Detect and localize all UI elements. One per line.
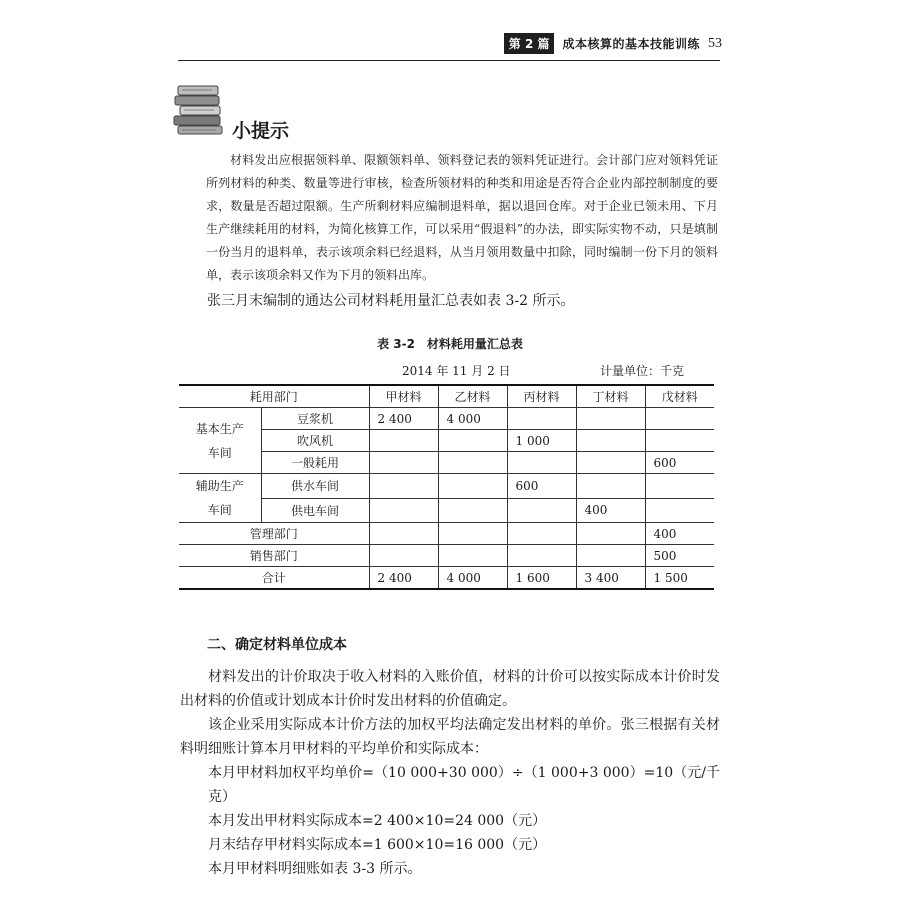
row-name: 豆浆机 — [261, 408, 369, 430]
tip-title: 小提示 — [232, 120, 290, 142]
cell-yi: 4 000 — [438, 567, 507, 590]
row-name: 销售部门 — [179, 545, 369, 567]
cell-jia — [369, 545, 438, 567]
calc-line-2: 本月发出甲材料实际成本=2 400×10=24 000（元） — [208, 813, 547, 829]
cell-bing — [507, 545, 576, 567]
cell-bing — [507, 452, 576, 474]
table-row — [179, 474, 714, 499]
header-rule — [178, 60, 720, 61]
cell-jia — [369, 498, 438, 523]
cell-jia — [369, 430, 438, 452]
table-caption: 表 3-2 材料耗用量汇总表 — [377, 337, 523, 351]
header-yi: 乙材料 — [438, 385, 507, 408]
cell-bing: 1 600 — [507, 567, 576, 590]
cell-yi — [438, 430, 507, 452]
cell-yi — [438, 474, 507, 499]
chapter-title: 成本核算的基本技能训练 — [562, 37, 700, 51]
cell-wu: 600 — [645, 452, 714, 474]
table-row — [179, 408, 714, 430]
cell-jia — [369, 523, 438, 545]
cell-jia — [369, 474, 438, 499]
header-bing: 丙材料 — [507, 385, 576, 408]
table-row — [179, 545, 714, 567]
cell-bing: 600 — [507, 474, 576, 499]
table-total-row — [179, 567, 714, 590]
group-aux — [179, 474, 261, 523]
cell-ding — [576, 430, 645, 452]
table-row — [179, 523, 714, 545]
cell-wu: 500 — [645, 545, 714, 567]
cell-yi — [438, 452, 507, 474]
cell-ding: 400 — [576, 498, 645, 523]
cell-wu: 1 500 — [645, 567, 714, 590]
cell-jia — [369, 452, 438, 474]
cell-wu: 400 — [645, 523, 714, 545]
cell-bing — [507, 498, 576, 523]
tip-paragraph: 材料发出应根据领料单、限额领料单、领料登记表的领料凭证进行。会计部门应对领料凭证所列材料的种类、数量等进行审核，检查所领材料的种类和用途是否符合企业内部控制制度的要求，数量是否超过限额。生产所剩材料应编制退料单，据以退回仓库。对于企业已领未用、下月生产继续耗用的材料，为简化核算工作，可以采用“假退料”的办法，即实际实物不动，只是填制一份当月的退料单，表示该项余料已经退料，从当月领用数量中扣除，同时编制一份下月的领料单，表示该项余料又作为下月的领料出库。 — [206, 153, 718, 282]
cell-bing — [507, 408, 576, 430]
row-name: 供水车间 — [261, 474, 369, 499]
material-consumption-table — [179, 384, 714, 590]
cell-wu — [645, 408, 714, 430]
cell-ding — [576, 474, 645, 499]
running-header — [504, 33, 722, 54]
cell-jia: 2 400 — [369, 567, 438, 590]
page-number: 53 — [708, 35, 722, 51]
table-header-row — [179, 385, 714, 408]
row-name: 供电车间 — [261, 498, 369, 523]
header-dept: 耗用部门 — [179, 385, 369, 408]
row-name: 管理部门 — [179, 523, 369, 545]
row-name: 一般耗用 — [261, 452, 369, 474]
cell-ding — [576, 523, 645, 545]
cell-wu — [645, 474, 714, 499]
books-icon — [172, 84, 226, 136]
calc-line-1: 本月甲材料加权平均单价=（10 000+30 000）÷（1 000+3 000）=10（元/千克） — [208, 765, 720, 805]
group-basic — [179, 408, 261, 474]
cell-yi — [438, 523, 507, 545]
cell-yi — [438, 498, 507, 523]
header-jia: 甲材料 — [369, 385, 438, 408]
cell-bing: 1 000 — [507, 430, 576, 452]
body-paragraph-2: 该企业采用实际成本计价方法的加权平均法确定发出材料的单价。张三根据有关材料明细账计算本月甲材料的平均单价和实际成本： — [180, 717, 720, 757]
table-date: 2014 年 11 月 2 日 — [402, 364, 511, 378]
row-name: 合计 — [179, 567, 369, 590]
calc-line-3: 月末结存甲材料实际成本=1 600×10=16 000（元） — [208, 837, 547, 853]
cell-yi — [438, 545, 507, 567]
header-ding: 丁材料 — [576, 385, 645, 408]
cell-wu — [645, 498, 714, 523]
cell-ding — [576, 452, 645, 474]
section-heading: 二、确定材料单位成本 — [207, 637, 347, 653]
cell-wu — [645, 430, 714, 452]
table-unit: 计量单位：千克 — [600, 364, 685, 378]
cell-yi: 4 000 — [438, 408, 507, 430]
row-name: 吹风机 — [261, 430, 369, 452]
calc-line-4: 本月甲材料明细账如表 3-3 所示。 — [208, 861, 422, 877]
cell-ding — [576, 408, 645, 430]
cell-bing — [507, 523, 576, 545]
cell-jia: 2 400 — [369, 408, 438, 430]
chapter-badge: 第 2 篇 — [504, 33, 555, 54]
section-body — [180, 665, 720, 881]
header-wu: 戊材料 — [645, 385, 714, 408]
body-paragraph-1: 材料发出的计价取决于收入材料的入账价值，材料的计价可以按实际成本计价时发出材料的价值或计划成本计价时发出材料的价值确定。 — [180, 669, 720, 709]
table-intro: 张三月末编制的通达公司材料耗用量汇总表如表 3-2 所示。 — [207, 293, 575, 309]
group-aux-label: 辅助生产车间 — [195, 479, 244, 517]
group-basic-label: 基本生产车间 — [195, 421, 244, 460]
cell-ding: 3 400 — [576, 567, 645, 590]
cell-ding — [576, 545, 645, 567]
